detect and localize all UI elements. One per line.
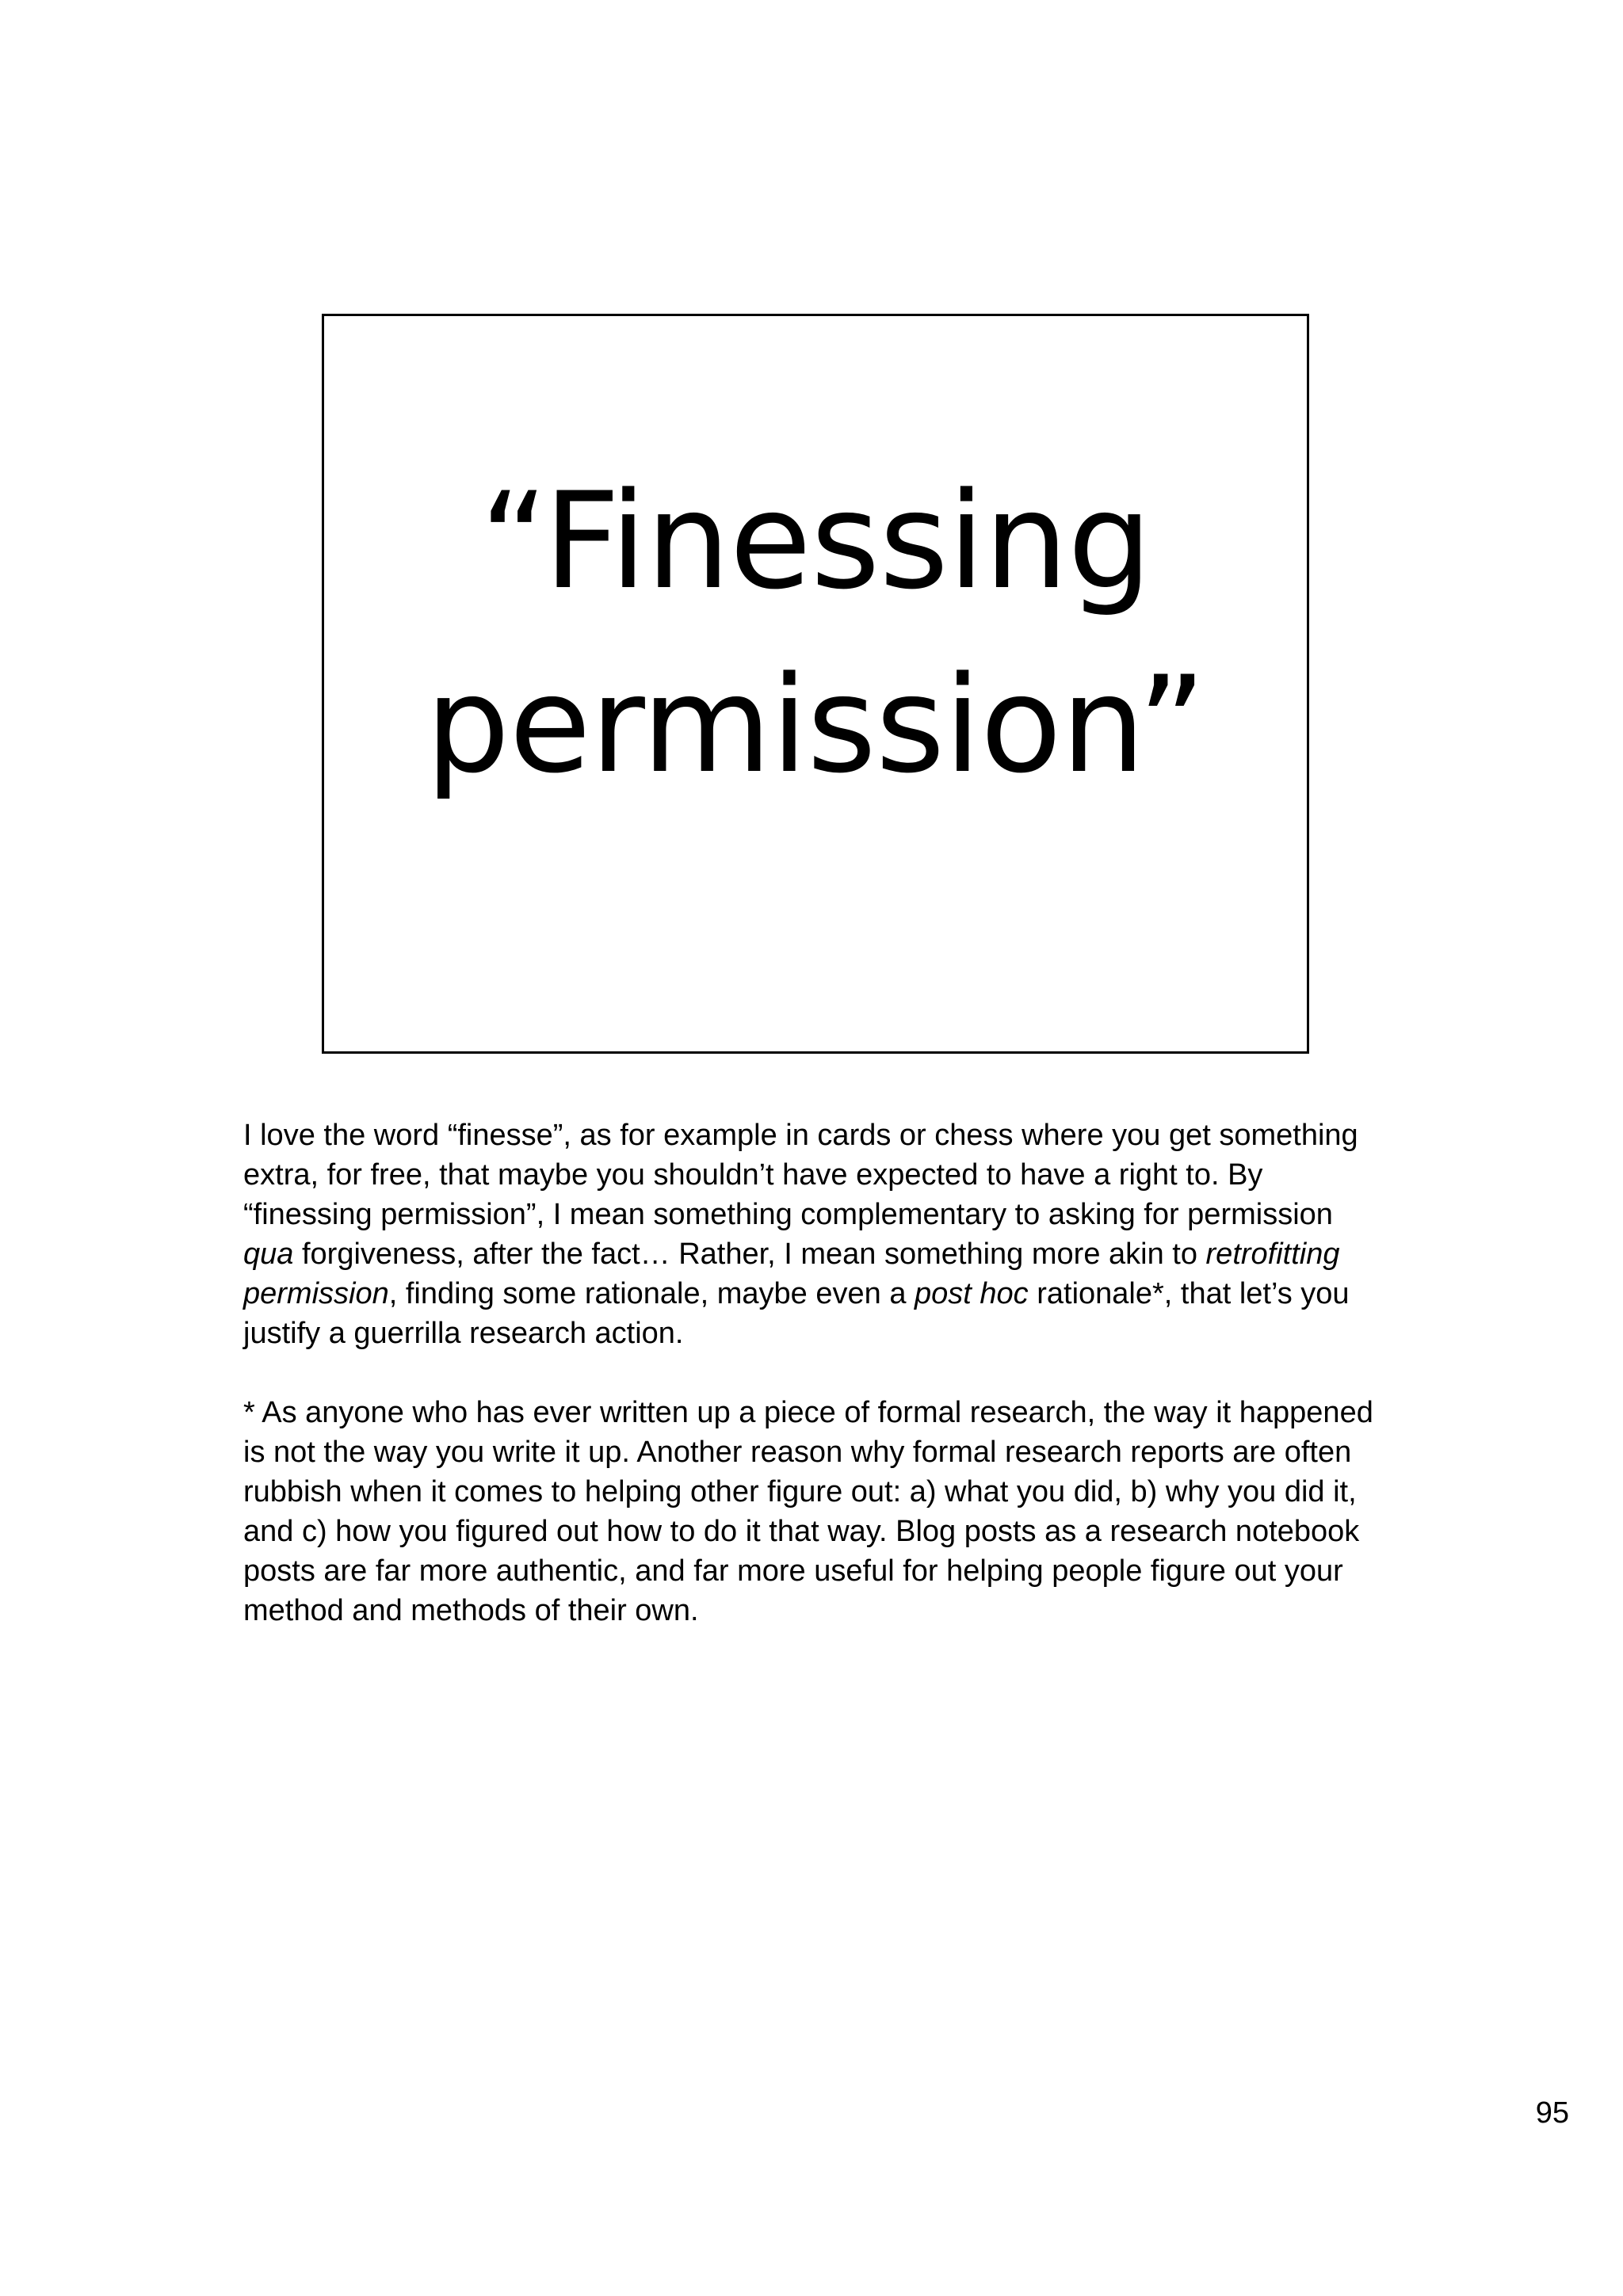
italic-permission: permission <box>243 1277 389 1310</box>
footnote-line: rubbish when it comes to helping other figure out: a) what you did, b) why you did it, <box>243 1475 1357 1508</box>
paragraph-text: , finding some rationale, maybe even a <box>388 1277 907 1310</box>
italic-retrofitting: retrofitting <box>1205 1238 1340 1271</box>
paragraph-line <box>243 1234 1400 1274</box>
paragraph-line: I love the word “finesse”, as for example in cards or chess where you get something <box>243 1119 1358 1152</box>
paragraph-text: forgiveness, after the fact… Rather, I mean something more akin to <box>301 1238 1197 1271</box>
slide-title-line-1: “Finessing <box>479 463 1151 619</box>
footnote-line: posts are far more authentic, and far more useful for helping people figure out your <box>243 1554 1343 1588</box>
italic-qua: qua <box>243 1238 294 1271</box>
footnote-line: method and methods of their own. <box>243 1594 699 1627</box>
paragraph-gap <box>243 1353 1400 1393</box>
paragraph-line: justify a guerrilla research action. <box>243 1317 684 1350</box>
page-number: 95 <box>1535 2096 1569 2130</box>
paragraph-text: rationale*, that let’s you <box>1037 1277 1350 1310</box>
footnote-line: * As anyone who has ever written up a piece of formal research, the way it happened <box>243 1396 1373 1429</box>
footnote-line: and c) how you figured out how to do it that way. Blog posts as a research notebook <box>243 1515 1360 1548</box>
paragraph-line: extra, for free, that maybe you shouldn’t have expected to have a right to. By <box>243 1158 1263 1192</box>
footnote-line: is not the way you write it up. Another reason why formal research reports are often <box>243 1436 1352 1469</box>
body-text <box>243 1116 1400 1630</box>
slide-title-line-2: permission” <box>425 647 1206 803</box>
paragraph-line <box>243 1274 1400 1314</box>
slide-frame <box>322 314 1309 1054</box>
slide-title <box>426 449 1205 817</box>
italic-post-hoc: post hoc <box>915 1277 1029 1310</box>
paragraph-line: “finessing permission”, I mean something complementary to asking for permission <box>243 1198 1333 1231</box>
